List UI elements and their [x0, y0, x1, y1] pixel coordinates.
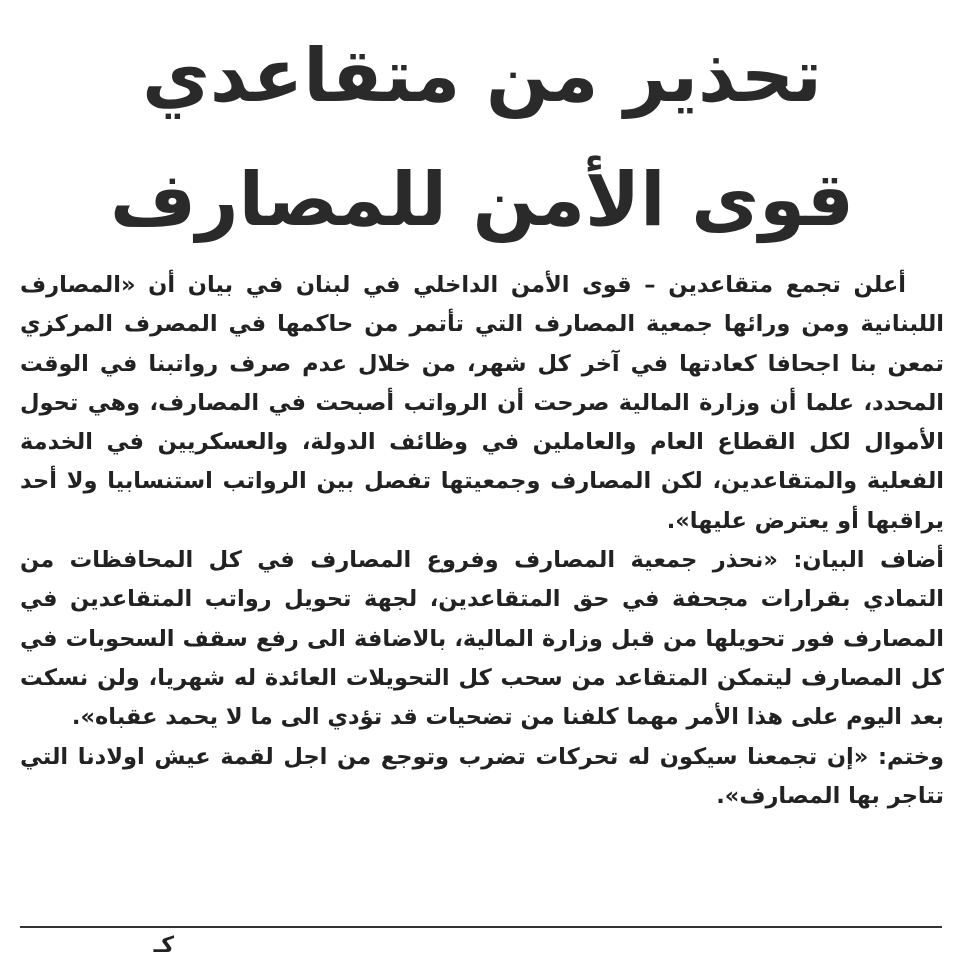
section-divider [20, 926, 942, 928]
headline-line-2: قوى الأمن للمصارف [110, 157, 854, 243]
article-paragraph-1: أعلن تجمع متقاعدين – قوى الأمن الداخلي في لبنان في بيان أن «المصارف اللبنانية ومن ورائها جمعية المصارف التي تأتمر من حاكمها في المصرف المركزي تمعن بنا اجحافا كعادتها في آخر كل شهر، من خلال عدم صرف رواتبنا في الوقت المحدد، علما أن وزارة المالية صرحت أن الرواتب أصبحت في المصارف، وهي تحول الأموال لكل القطاع العام والعاملين في وظائف الدولة، والعسكريين في الخدمة الفعلية والمتقاعدين، لكن المصارف وجمعيتها تفصل بين الرواتب استنسابيا ولا أحد يراقبها أو يعترض عليها». [20, 272, 944, 534]
article-paragraph-2: أضاف البيان: «نحذر جمعية المصارف وفروع المصارف في كل المحافظات من التمادي بقرارات مجحفة في حق المتقاعدين، لجهة تحويل رواتب المتقاعدين في المصارف فور تحويلها من قبل وزارة المالية، بالاضافة الى رفع سقف السحوبات في كل المصارف ليتمكن المتقاعد من سحب كل التحويلات العائدة له شهريا، ولن نسكت بعد اليوم على هذا الأمر مهما كلفنا من تضحيات قد تؤدي الى ما لا يحمد عقباه». [20, 547, 944, 731]
headline-line-1: تحذير من متقاعدي [142, 33, 822, 119]
headline [0, 14, 964, 262]
next-article-fragment: كـ [153, 933, 174, 958]
article-paragraph-3: وختم: «إن تجمعنا سيكون له تحركات تضرب وتوجع من اجل لقمة عيش اولادنا التي تتاجر بها المصارف». [20, 743, 944, 809]
article-body [20, 266, 944, 816]
